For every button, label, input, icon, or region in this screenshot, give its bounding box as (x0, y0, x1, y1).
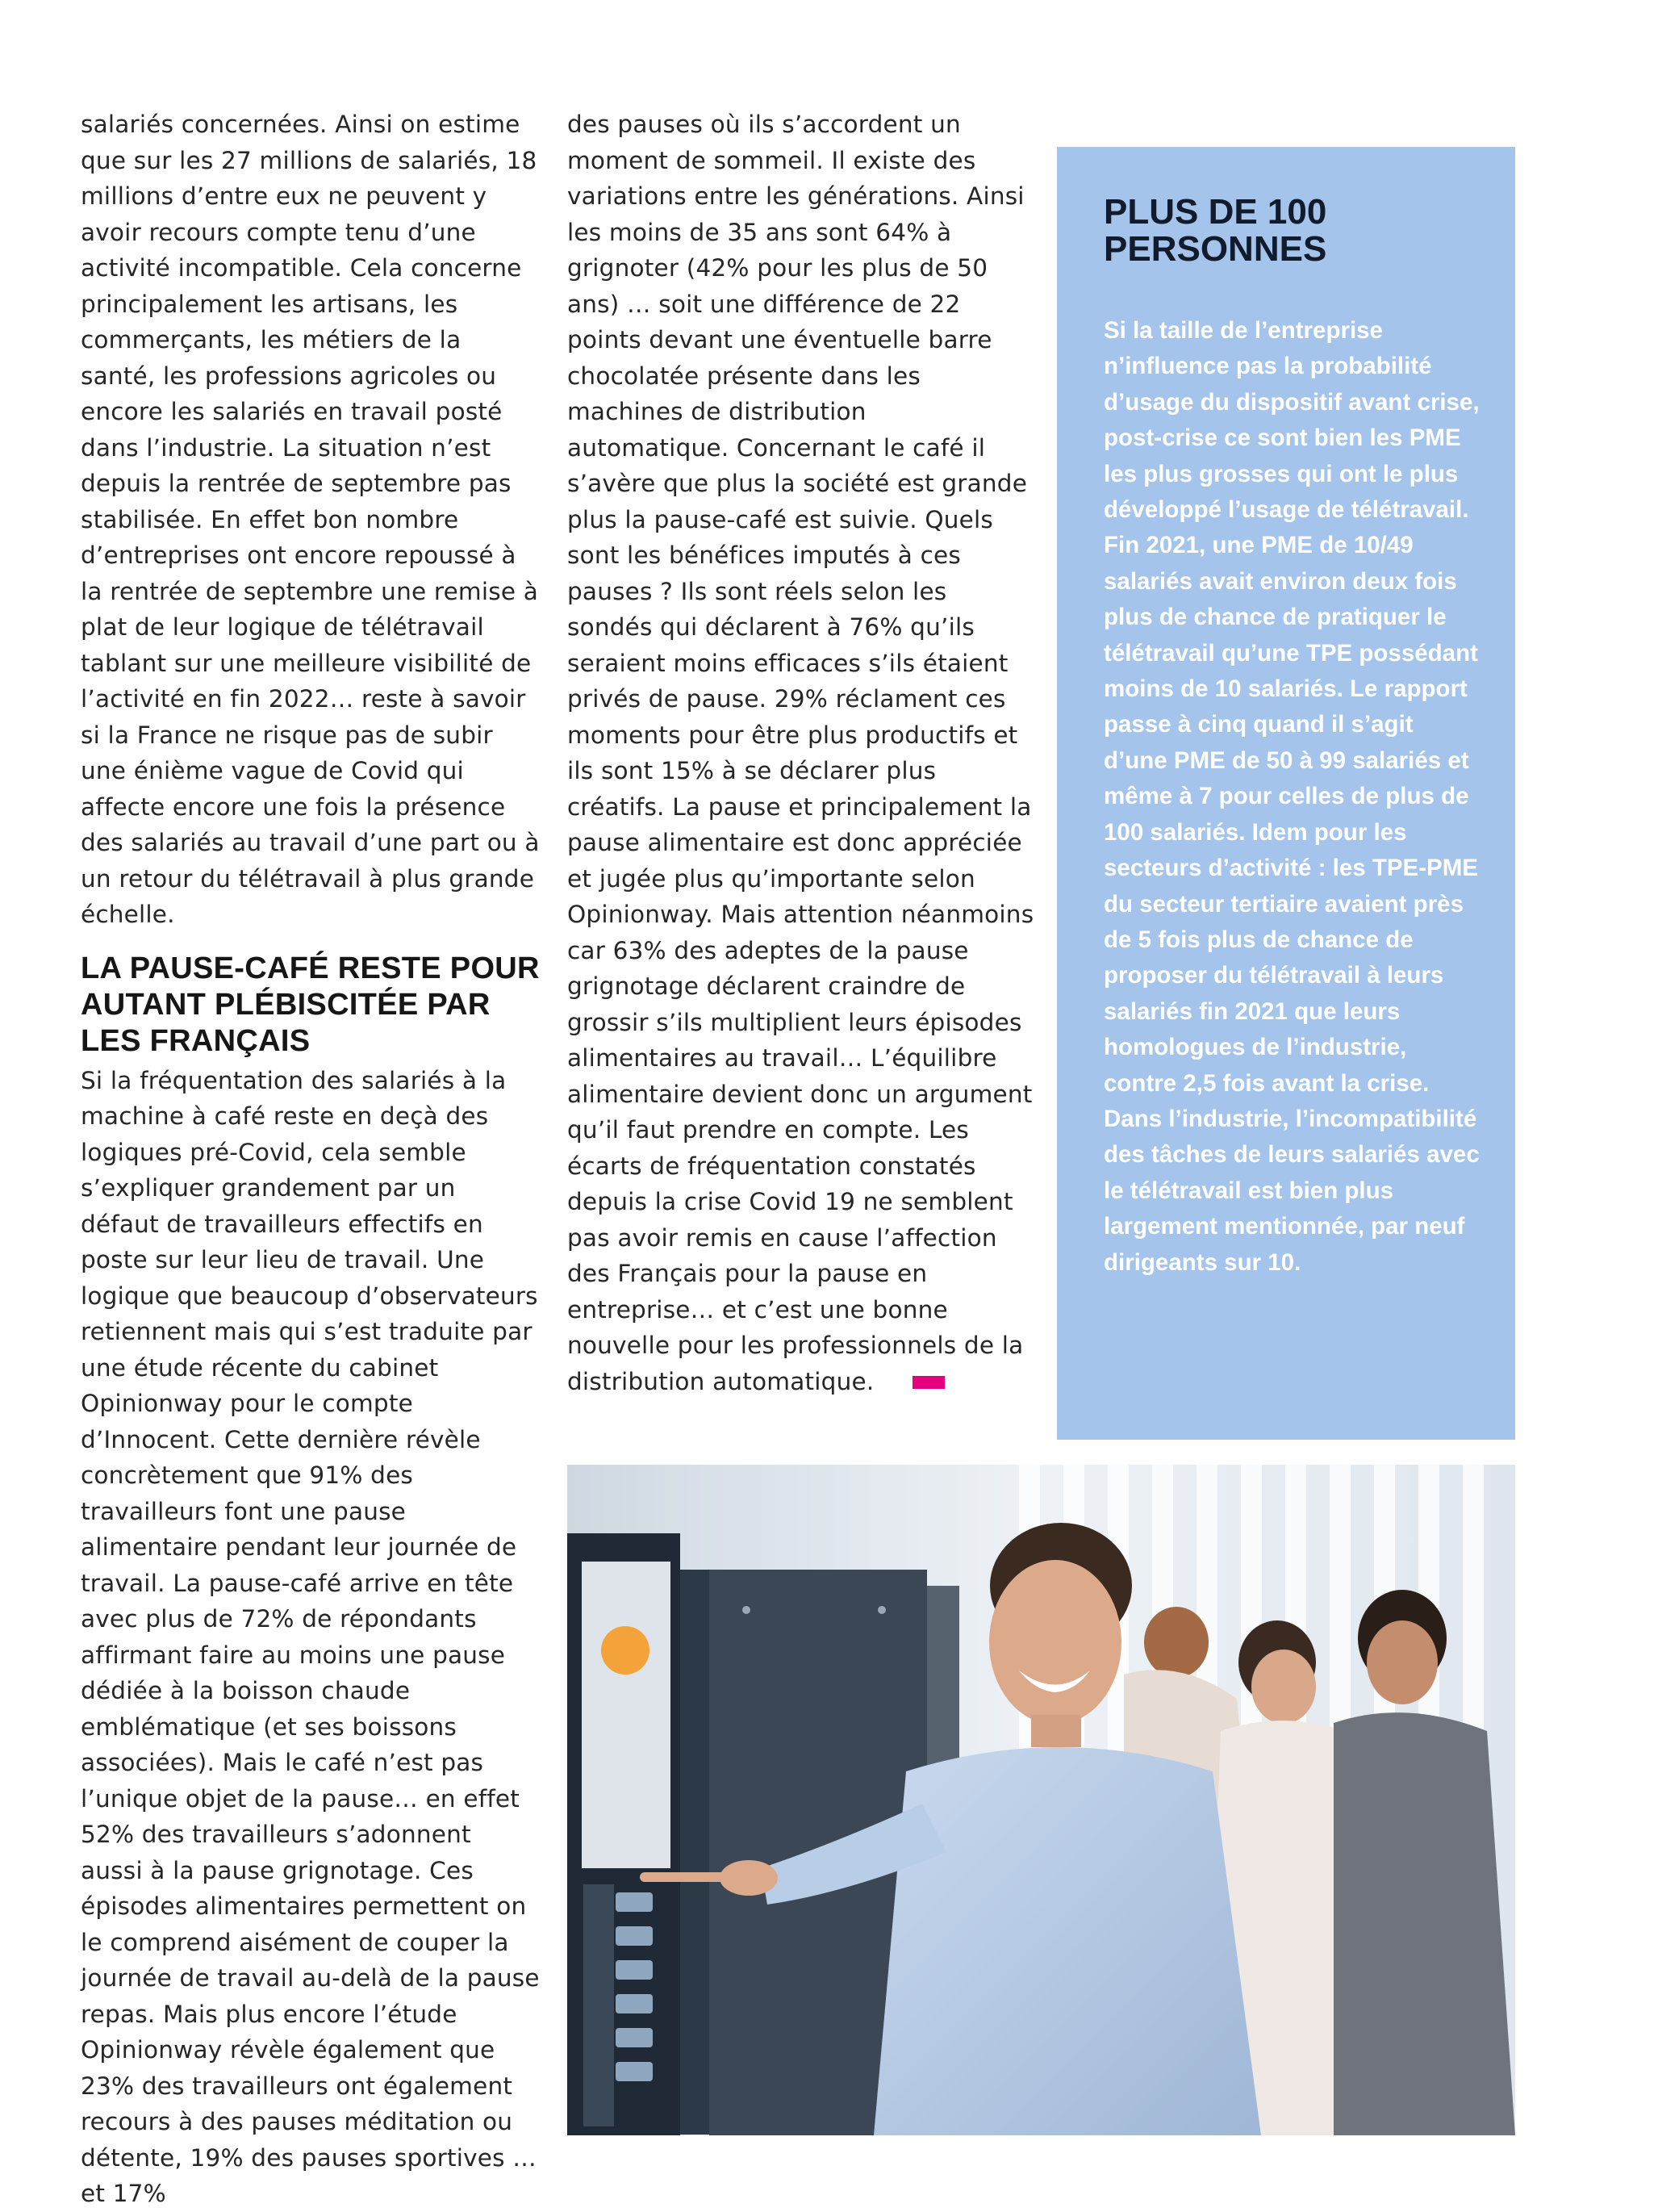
article-paragraph: salariés concernées. Ainsi on estime que sur les 27 millions de salariés, 18 millions d’entre eux ne peuvent y avoir recours compte tenu d’une activité incompatible. Cela concerne principalement les artisans, les commerçants, les métiers de la santé, les professions agricoles ou encore les salariés en travail posté dans l’industrie. La situation n’est depuis la rentrée de septembre pas stabilisée. En effet bon nombre d’entreprises ont encore repoussé à la rentrée de septembre une remise à plat de leur logique de télétravail tablant sur une meilleure visibilité de l’activité en fin 2022… reste à savoir si la France ne risque pas de subir une énième vague de Covid qui affecte encore une fois la présence des salariés au travail d’une part ou à un retour du télétravail à plus grande échelle. (81, 111, 540, 928)
article-column-2 (567, 107, 1035, 1399)
end-of-article-mark (913, 1376, 945, 1389)
sidebar-box (1057, 147, 1515, 1440)
article-subheading: LA PAUSE-CAFÉ RESTE POUR AUTANT PLÉBISCITÉE PAR LES FRANÇAIS (81, 951, 540, 1058)
sidebar-title: PLUS DE 100 PERSONNES (1104, 192, 1327, 269)
article-column-1 (81, 107, 541, 2212)
article-paragraph-text: des pauses où ils s’accordent un moment de sommeil. Il existe des variations entre les générations. Ainsi les moins de 35 ans sont 64% à grignoter (42% pour les plus de 50 ans) … soit une différence de 22 points devant une éventuelle barre chocolatée présente dans les machines de distribution automatique. Concernant le café il s’avère que plus la société est grande plus la pause-café est suivie. Quels sont les bénéfices imputés à ces pauses ? Ils sont réels selon les sondés qui déclarent à 76% qu’ils seraient moins efficaces s’ils étaient privés de pause. 29% réclament ces moments pour être plus productifs et ils sont 15% à se déclarer plus créatifs. La pause et principalement la pause alimentaire est donc appréciée et jugée plus qu’importante selon Opinionway. Mais attention néanmoins car 63% des adeptes de la pause grignotage déclarent craindre de grossir s’ils multiplient leurs épisodes alimentaires au travail… L’équilibre alimentaire devient donc un argument qu’il faut prendre en compte. Les écarts de fréquentation constatés depuis la crise Covid 19 ne semblent pas avoir remis en cause l’affection des Français pour la pause en entreprise… et c’est une bonne nouvelle pour les professionnels de la distribution automatique. (567, 111, 1034, 1395)
sidebar-body: Si la taille de l’entreprise n’influence pas la probabilité d’usage du dispositif avant crise, post-crise ce sont bien les PME les plus grosses qui ont le plus développé l’usage de télétravail. Fin 2021, une PME de 10/49 salariés avait environ deux fois plus de chance de pratiquer le télétravail qu’une TPE possédant moins de 10 salariés. Le rapport passe à cinq quand il s’agit d’une PME de 50 à 99 salariés et même à 7 pour celles de plus de 100 salariés. Idem pour les secteurs d’activité : les TPE-PME du secteur tertiaire avaient près de 5 fois plus de chance de proposer du télétravail à leurs salariés fin 2021 que leurs homologues de l’industrie, contre 2,5 fois avant la crise. Dans l’industrie, l’incompatibilité des tâches de leurs salariés avec le télétravail est bien plus largement mentionnée, par neuf dirigeants sur 10. (1104, 317, 1480, 1276)
article-paragraph (567, 107, 1035, 1399)
article-paragraph: Si la fréquentation des salariés à la machine à café reste en deçà des logiques pré-Covid, cela semble s’expliquer grandement par un défaut de travailleurs effectifs en poste sur leur lieu de travail. Une logique que beaucoup d’observateurs retiennent mais qui s’est traduite par une étude récente du cabinet Opinionway pour le compte d’Innocent. Cette dernière révèle concrètement que 91% des travailleurs font une pause alimentaire pendant leur journée de travail. La pause-café arrive en tête avec plus de 72% de répondants affirmant faire au moins une pause dédiée à la boisson chaude emblématique (et ses boissons associées). Mais le café n’est pas l’unique objet de la pause… en effet 52% des travailleurs s’adonnent aussi à la pause grignotage. Ces épisodes alimentaires permettent on le comprend aisément de couper la journée de travail au-delà de la pause repas. Mais plus encore l’étude Opinionway révèle également que 23% des travailleurs ont également recours à des pauses méditation ou détente, 19% des pauses sportives … et 17% (81, 1066, 540, 2207)
vending-machine-photo (567, 1465, 1515, 2135)
